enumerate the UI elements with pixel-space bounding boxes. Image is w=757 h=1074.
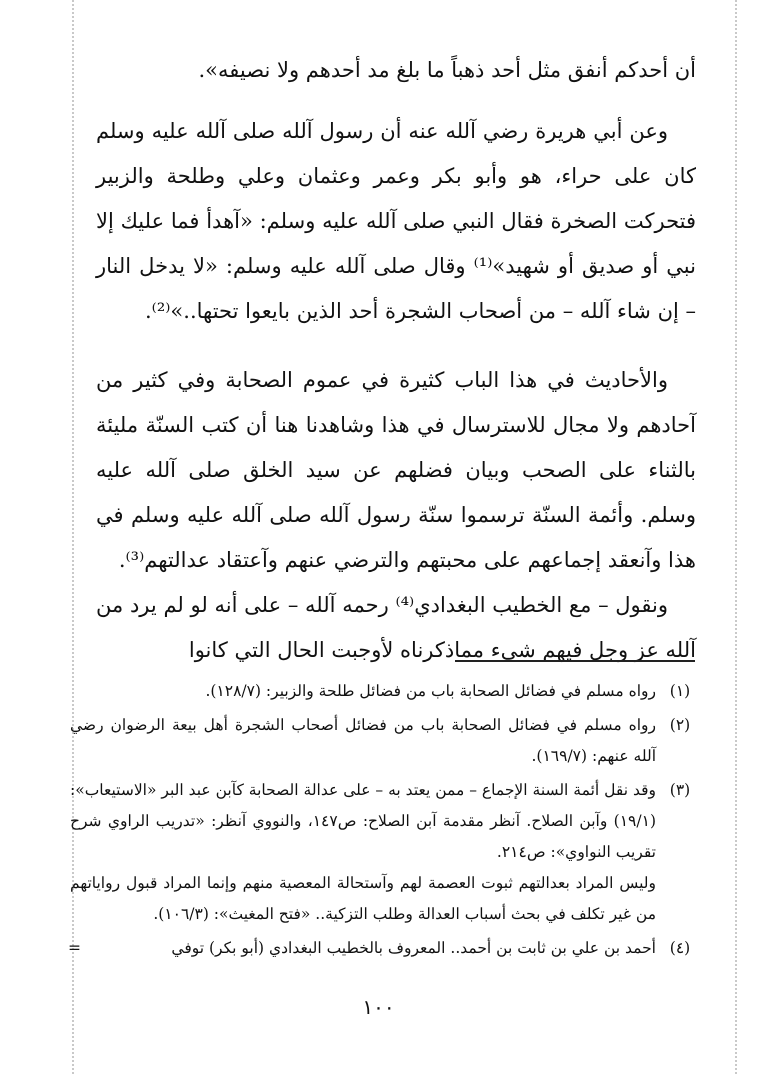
paragraph-1: أن أحدكم أنفق مثل أحد ذهباً ما بلغ مد أحدهم ولا نصيفه».	[198, 58, 696, 82]
footnote-3	[70, 775, 698, 930]
footnote-text: أحمد بن علي بن ثابت بن أحمد.. المعروف بالخطيب البغدادي (أبو بكر) توفي	[171, 939, 656, 957]
footnote-text: رواه مسلم في فضائل الصحابة باب من فضائل طلحة والزبير: (١٢٨/٧).	[205, 682, 656, 700]
page-number: ١٠٠	[362, 995, 395, 1019]
footnote-text: وقد نقل أئمة السنة الإجماع – ممن يعتد به – على عدالة الصحابة كآبن عبد البر «الاستيعاب»: (١٩/١) وآبن الصلاح. آنظر مقدمة آبن الصلاح: ص١٤٧، والنووي آنظر: «تدريب الراوي شرح تقريب النواوي»: ص٢١٤.	[70, 781, 656, 861]
paragraph-4: ونقول – مع الخطيب البغدادي⁽⁴⁾ رحمه آلله – على أنه لو لم يرد من آلله عز وجل فيهم شيء مماذكرناه لأوجبت الحال التي كانوا	[96, 593, 696, 662]
footnote-number: (٣)	[669, 781, 691, 799]
main-text	[96, 48, 696, 673]
footnote-separator	[455, 660, 695, 662]
footnote-1	[70, 676, 698, 707]
paragraph-3: والأحاديث في هذا الباب كثيرة في عموم الصحابة وفي كثير من آحادهم ولا مجال للاسترسال في هذا وشاهدنا هنا أن كتب السنّة مليئة بالثناء على الصحب وبيان فضلهم عن سيد الخلق صلى آلله عليه وسلم. وأئمة السنّة ترسموا سنّة رسول آلله صلى آلله عليه وسلم في هذا وآنعقد إجماعهم على محبتهم والترضي عنهم وآعتقاد عدالتهم⁽³⁾.	[96, 368, 696, 572]
footnote-number: (١)	[669, 682, 691, 700]
footnote-text: رواه مسلم في فضائل الصحابة باب من فضائل أصحاب الشجرة أهل بيعة الرضوان رضي آلله عنهم: (١٦٩/٧).	[70, 716, 656, 765]
continuation-mark: =	[68, 939, 81, 957]
footnotes	[70, 676, 698, 967]
paragraph-2: وعن أبي هريرة رضي آلله عنه أن رسول آلله صلى آلله عليه وسلم كان على حراء، هو وأبو بكر وعمر وعثمان وعلي وطلحة والزبير فتحركت الصخرة فقال النبي صلى آلله عليه وسلم: «آهدأ فما عليك إلا نبي أو صديق أو شهيد»⁽¹⁾ وقال صلى آلله عليه وسلم: «لا يدخل النار – إن شاء آلله – من أصحاب الشجرة أحد الذين بايعوا تحتها..»⁽²⁾.	[96, 119, 696, 323]
footnote-text-continued: وليس المراد بعدالتهم ثبوت العصمة لهم وآستحالة المعصية منهم وإنما المراد قبول رواياتهم من غير تكلف في بحث أسباب العدالة وطلب التزكية.. «فتح المغيث»: (١٠٦/٣).	[70, 874, 656, 923]
footnote-number: (٤)	[669, 939, 691, 957]
right-margin-dotted-line	[735, 0, 737, 1074]
footnote-2	[70, 710, 698, 772]
footnote-4	[70, 933, 698, 964]
footnote-number: (٢)	[669, 716, 691, 734]
